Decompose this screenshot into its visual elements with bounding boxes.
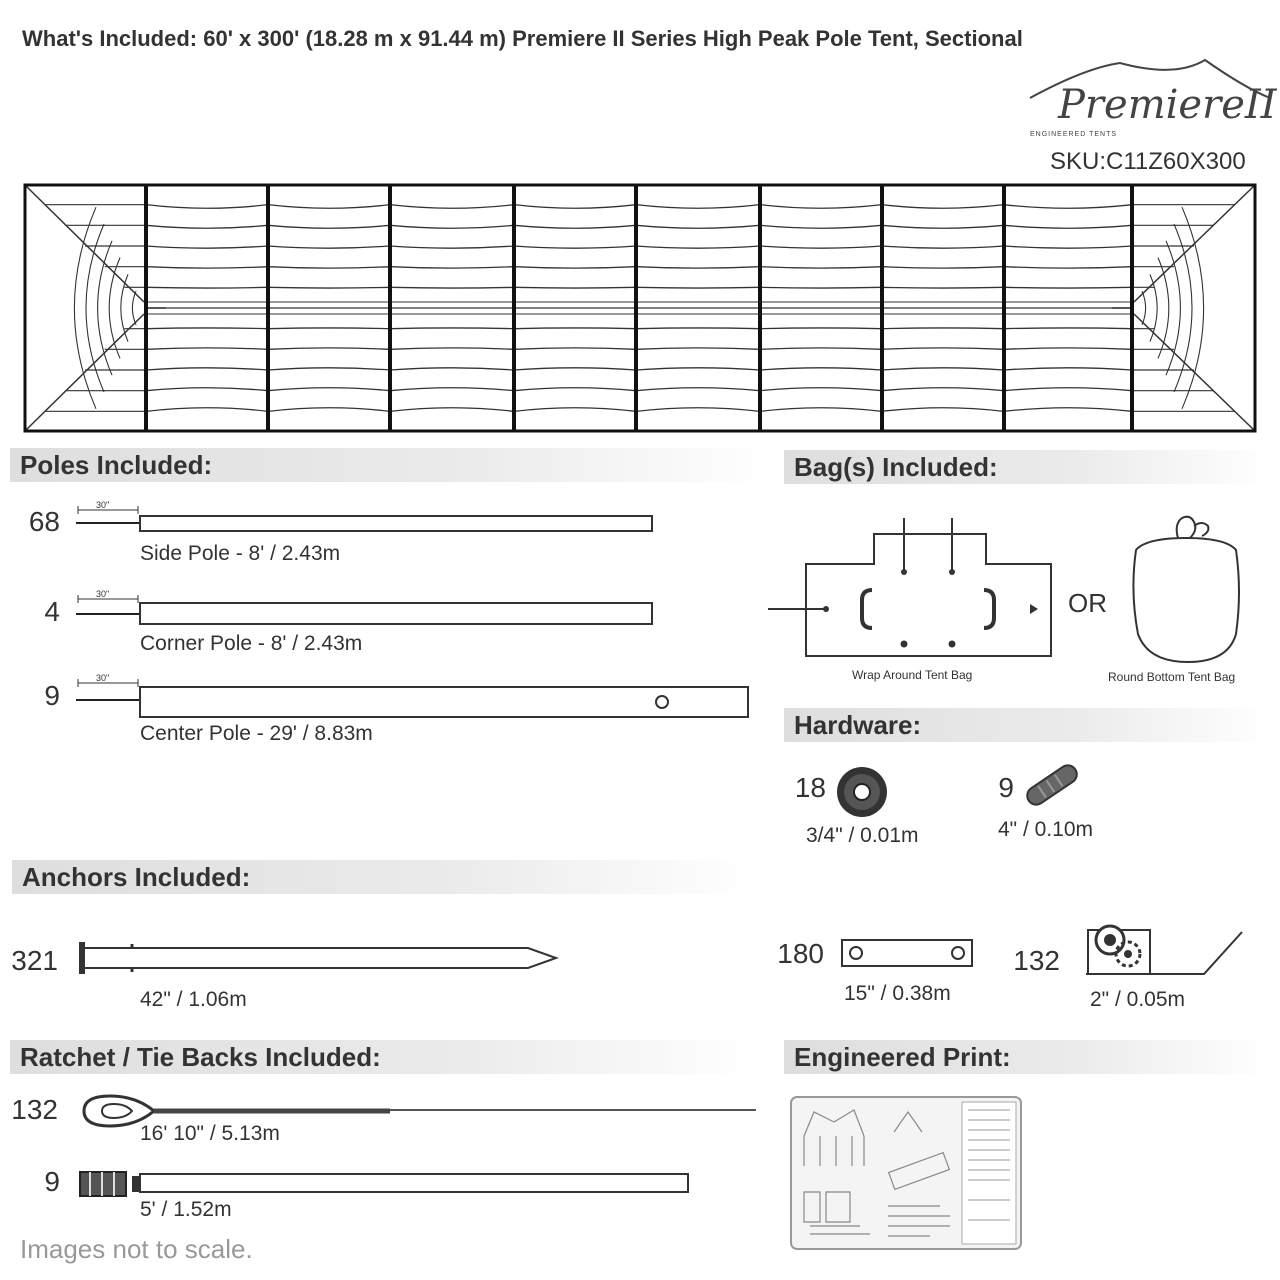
hardware-section-heading: Hardware:: [784, 708, 1270, 742]
wrap-around-tent-bag-icon: [766, 516, 1056, 661]
hardware-pin-count: 9: [998, 772, 1014, 803]
center-pole-count: 9: [44, 680, 60, 711]
washer-size-label: 3/4" / 0.01m: [806, 824, 919, 847]
anchors-section-heading: Anchors Included:: [12, 860, 752, 894]
stake-size-label: 42" / 1.06m: [140, 988, 247, 1011]
corner-pole-label: Corner Pole - 8' / 2.43m: [140, 632, 363, 655]
anchor-plate-size-label: 15" / 0.38m: [844, 982, 951, 1005]
ratchets-section-heading: Ratchet / Tie Backs Included:: [10, 1040, 756, 1074]
scale-disclaimer: Images not to scale.: [20, 1234, 253, 1264]
side-pole-count: 68: [28, 506, 60, 537]
anchor-plate-count: 180: [777, 938, 824, 969]
washer-icon: [834, 764, 890, 820]
center-pole-icon: [76, 676, 752, 720]
anchor-hook-count: 132: [1013, 945, 1060, 976]
washer-count: 18: [794, 772, 826, 803]
engineered-print-thumbnail: [790, 1096, 1022, 1250]
hardware-pin-icon: [1020, 762, 1084, 808]
ratchet-count: 9: [44, 1166, 60, 1197]
hardware-pin-size-label: 4" / 0.10m: [998, 818, 1094, 841]
stake-icon: [76, 940, 562, 976]
sku-label: SKU:C11Z60X300: [1050, 148, 1246, 175]
tie-back-count: 132: [11, 1094, 58, 1125]
anchor-plate-icon: [840, 936, 976, 972]
side-pole-pin-length: 30": [96, 500, 110, 510]
round-bottom-tent-bag-icon: [1128, 512, 1248, 668]
print-section-heading: Engineered Print:: [784, 1040, 1270, 1074]
wrap-around-bag-label: Wrap Around Tent Bag: [852, 668, 973, 682]
or-label: OR: [1068, 588, 1107, 618]
stake-count: 321: [11, 945, 58, 976]
anchor-hook-icon: [1084, 910, 1246, 980]
corner-pole-count: 4: [44, 596, 60, 627]
tie-back-size-label: 16' 10" / 5.13m: [140, 1122, 280, 1145]
round-bottom-bag-label: Round Bottom Tent Bag: [1108, 670, 1236, 684]
bags-section-heading: Bag(s) Included:: [784, 450, 1270, 484]
poles-section-heading: Poles Included:: [10, 448, 770, 482]
page-title: What's Included: 60' x 300' (18.28 m x 91.44 m) Premiere II Series High Peak Pole Tent, Sectional: [22, 26, 1023, 51]
logo-wordmark: PremiereII: [1058, 82, 1277, 128]
side-pole-label: Side Pole - 8' / 2.43m: [140, 542, 341, 565]
corner-pole-icon: [76, 592, 656, 626]
logo-subtitle: ENGINEERED TENTS: [1030, 131, 1118, 138]
side-pole-icon: [76, 503, 656, 533]
center-pole-label: Center Pole - 29' / 8.83m: [140, 722, 373, 745]
corner-pole-pin-length: 30": [96, 589, 110, 599]
tent-top-view-diagram: [24, 184, 1256, 432]
ratchet-icon: [76, 1168, 692, 1200]
anchor-hook-size-label: 2" / 0.05m: [1090, 988, 1186, 1011]
ratchet-size-label: 5' / 1.52m: [140, 1198, 232, 1221]
center-pole-pin-length: 30": [96, 673, 110, 683]
